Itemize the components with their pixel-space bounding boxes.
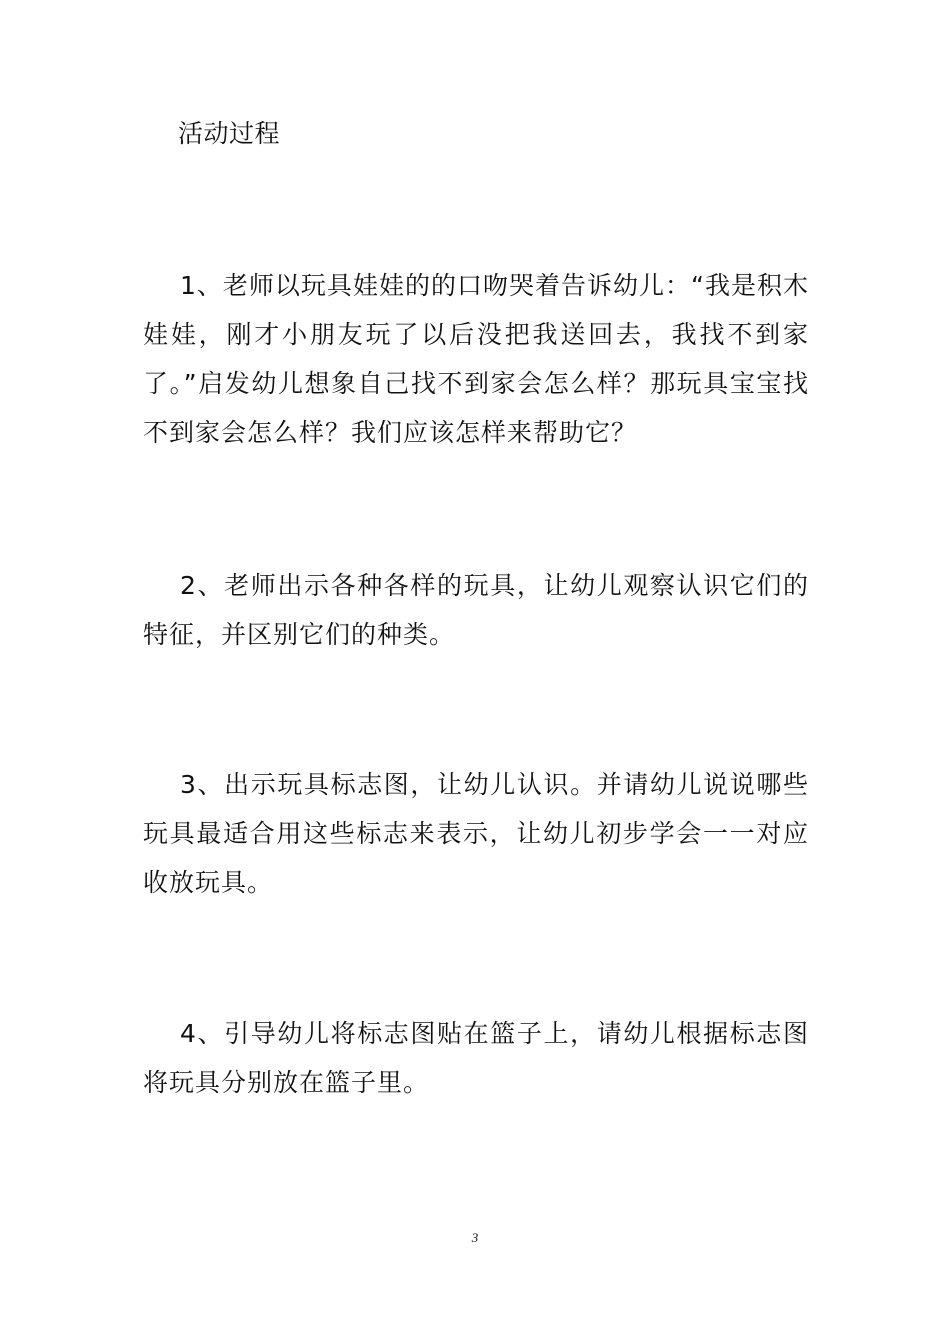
page-number: 3 xyxy=(471,1230,479,1245)
section-heading: 活动过程 xyxy=(178,119,281,148)
paragraph-step-1: 1、老师以玩具娃娃的的口吻哭着告诉幼儿：“我是积木娃娃，刚才小朋友玩了以后没把我送回去，我找不到家了。”启发幼儿想象自己找不到家会怎么样？那玩具宝宝找不到家会怎么样？我们应该怎样来帮助它？ xyxy=(143,271,809,447)
paragraph-step-4: 4、引导幼儿将标志图贴在篮子上，请幼儿根据标志图将玩具分别放在篮子里。 xyxy=(143,1019,809,1097)
paragraph-step-3: 3、出示玩具标志图，让幼儿认识。并请幼儿说说哪些玩具最适合用这些标志来表示，让幼儿初步学会一一对应收放玩具。 xyxy=(143,770,809,897)
paragraph-step-2: 2、老师出示各种各样的玩具，让幼儿观察认识它们的特征，并区别它们的种类。 xyxy=(143,571,809,649)
